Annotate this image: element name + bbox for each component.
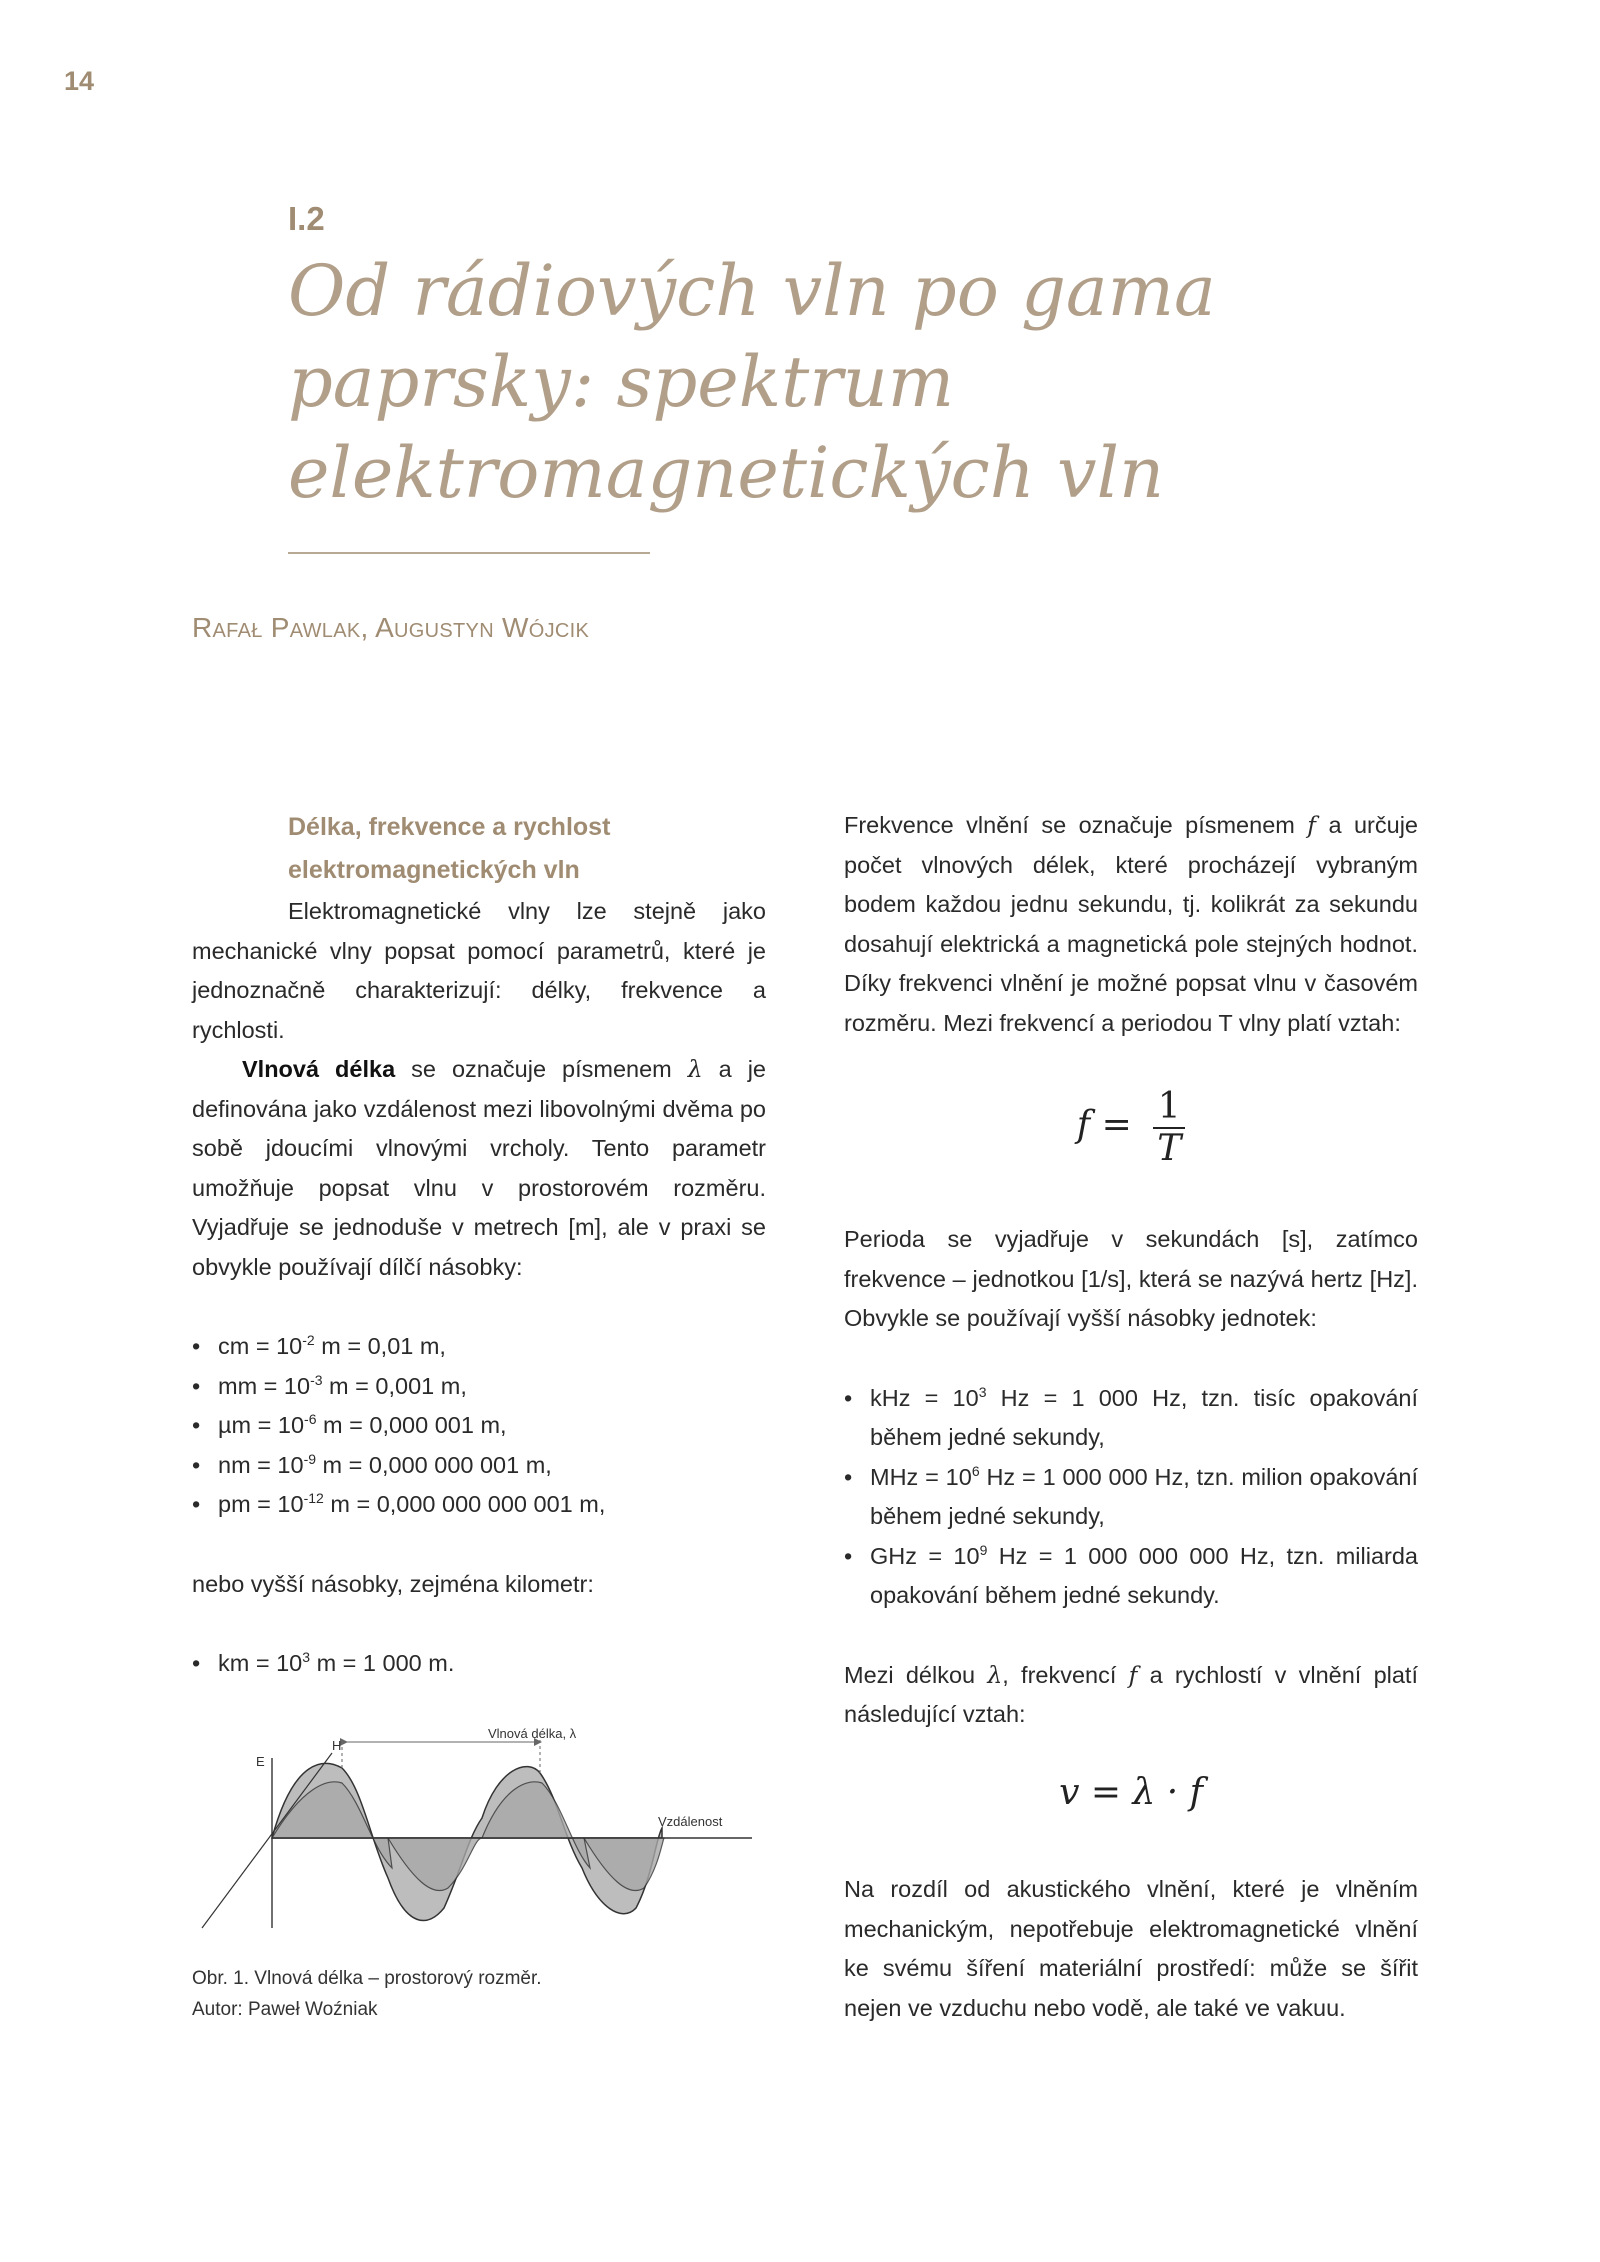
text-run: se označuje písmenem [395, 1056, 688, 1082]
formula-lhs: f = [1076, 1104, 1132, 1146]
heading-line: Délka, frekvence a rychlost [288, 813, 611, 841]
label-wavelength: Vlnová délka, λ [488, 1728, 577, 1741]
list-item: • cm = $10^{-2}$ m = 0,01 m, [192, 1327, 766, 1367]
intro-paragraph: Elektromagnetické vlny lze stejně jako mechanické vlny popsat pomocí parametrů, které je jednoznačně charakterizují: délky, frekvence a rychlosti. [192, 898, 766, 1043]
heading-line: elektromagnetických vln [288, 856, 580, 884]
wavelength-term: Vlnová délka [242, 1056, 396, 1082]
lambda-symbol: λ [687, 1055, 703, 1083]
label-distance: Vzdálenost [658, 1814, 723, 1829]
list-item: • MHz = $10^6$ Hz = 1 000 000 Hz, tzn. milion opakování během jedné sekundy, [844, 1458, 1418, 1537]
wavelength-figure [192, 1728, 762, 1938]
multiples-intro: nebo vyšší násobky, zejména kilometr: [192, 1570, 594, 1597]
fraction-denominator: T [1157, 1127, 1182, 1169]
list-item: • nm = $10^{-9}$ m = 0,000 000 001 m, [192, 1446, 766, 1486]
title-line: elektromagnetických vln [288, 432, 1165, 514]
relation-paragraph: Mezi délkou λ, frekvencí f a rychlostí v vlnění platí následující vztah: [844, 1660, 1418, 1727]
wavelength-paragraph [192, 1050, 766, 1287]
title-line: paprsky: spektrum [288, 341, 955, 423]
h-axis [202, 1753, 332, 1928]
page-number: 14 [64, 66, 95, 96]
list-item: • km = $10^3$ m = 1 000 m. [192, 1644, 766, 1684]
list-item: • kHz = $10^3$ Hz = 1 000 Hz, tzn. tisíc opakování během jedné sekundy, [844, 1379, 1418, 1458]
left-column [192, 806, 766, 1684]
list-item: • GHz = $10^9$ Hz = 1 000 000 000 Hz, tzn. miliarda opakování během jedné sekundy. [844, 1537, 1418, 1616]
f-symbol: f [1307, 811, 1316, 839]
title-line: Od rádiových vln po gama [288, 250, 1216, 332]
section-number: I.2 [288, 200, 325, 237]
closing-paragraph: Na rozdíl od akustického vlnění, které je vlněním mechanickým, nepotřebuje elektromagnetické vlnění ke svému šíření materiální prostředí: může se šířit nejen ve vzduchu nebo vodě, ale také ve vakuu. [844, 1876, 1418, 2021]
multiples-list [192, 1644, 766, 1684]
title-divider [288, 552, 650, 554]
list-item: • $\mu m = 10^{-6}$ m = 0,000 001 m, [192, 1406, 766, 1446]
section-heading [192, 806, 766, 892]
text-run: a je definována jako vzdálenost mezi libovolnými dvěma po sobě jdoucími vlnovými vrcholy. Tento parametr umožňuje popsat vlnu v prostorovém rozměru. Vyjadřuje se jednoduše v metrech [m], ale v praxi se obvykle používají dílčí násobky: [192, 1056, 766, 1280]
period-paragraph: Perioda se vyjadřuje v sekundách [s], zatímco frekvence – jednotkou [1/s], která se nazývá hertz [Hz]. Obvykle se používají vyšší násobky jednotek: [844, 1226, 1418, 1331]
right-column [844, 806, 1418, 2028]
authors: Rafał Pawlak, Augustyn Wójcik [192, 612, 590, 643]
frequency-paragraph: Frekvence vlnění se označuje písmenem f a určuje počet vlnových délek, které procházejí vybraným bodem každou jednu sekundu, tj. kolikrát za sekundu dosahují elektrická a magnetická pole stejných hodnot. Díky frekvenci vlnění je možné popsat vlnu v časovém rozměru. Mezi frekvencí a periodou T vlny platí vztah: [844, 811, 1418, 1036]
label-e: E [256, 1754, 265, 1769]
label-h: H [332, 1738, 342, 1753]
submultiples-list [192, 1327, 766, 1525]
formula-frequency-period [844, 1087, 1418, 1168]
list-item: • mm = $10^{-3}$ m = 0,001 m, [192, 1367, 766, 1407]
list-item: • pm = $10^{-12}$ m = 0,000 000 000 001 m, [192, 1485, 766, 1525]
fraction-numerator: 1 [1153, 1087, 1185, 1129]
fraction [1153, 1087, 1185, 1168]
caption-credit: Autor: Paweł Woźniak [192, 1999, 378, 2020]
hz-multiples-list [844, 1379, 1418, 1616]
caption-line: Obr. 1. Vlnová délka – prostorový rozměr. [192, 1968, 542, 1989]
chapter-title [288, 246, 1288, 519]
figure-caption [192, 1963, 542, 2025]
formula-velocity: v = λ · f [1059, 1771, 1203, 1813]
